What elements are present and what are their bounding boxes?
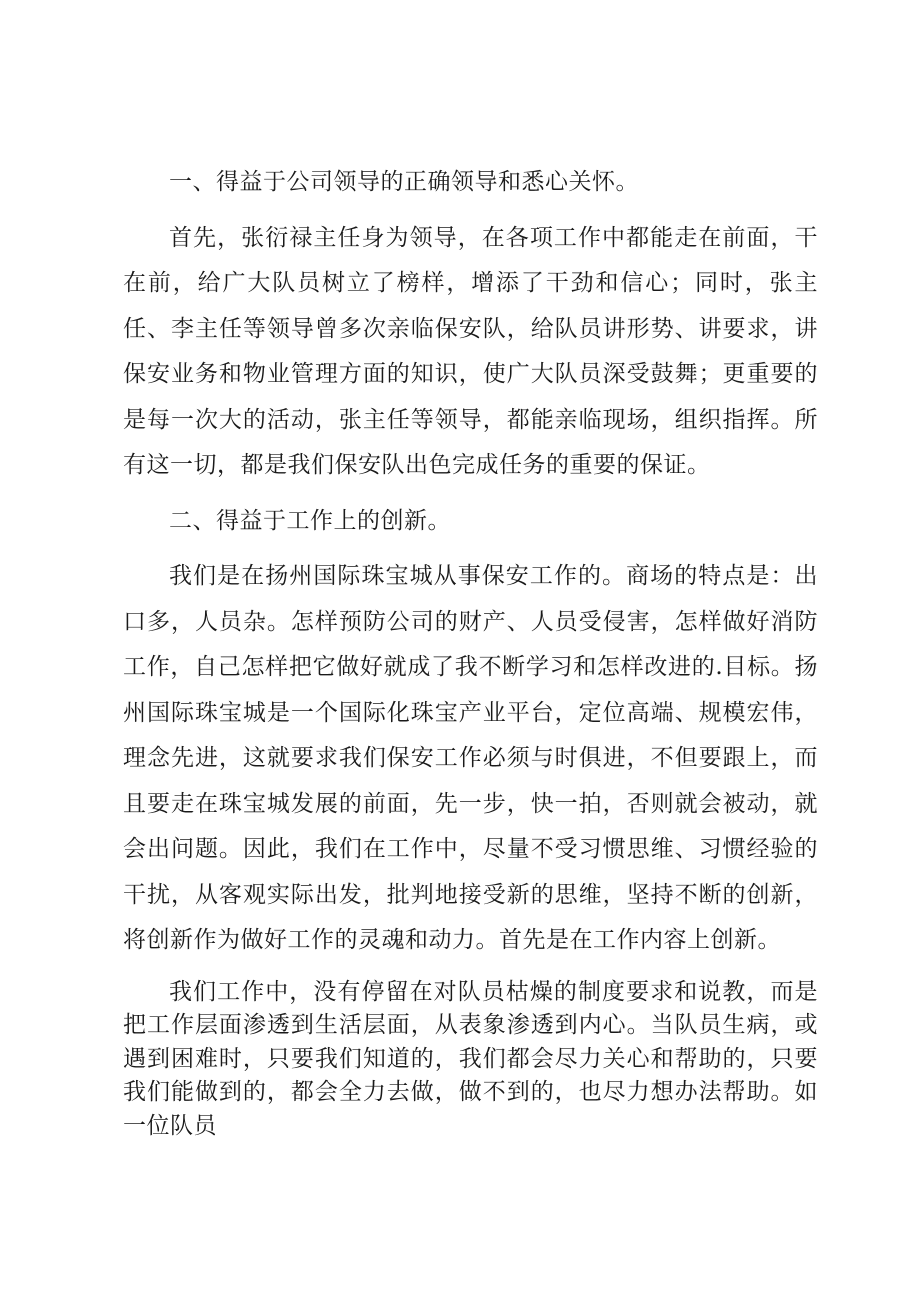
paragraph-innovation: 我们是在扬州国际珠宝城从事保安工作的。商场的特点是：出口多，人员杂。怎样预防公司的财产、人员受侵害，怎样做好消防工作，自己怎样把它做好就成了我不断学习和怎样改进的.目标。扬州国际珠宝城是一个国际化珠宝产业平台，定位高端、规模宏伟，理念先进，这就要求我们保安工作必须与时俱进，不但要跟上，而且要走在珠宝城发展的前面，先一步，快一拍，否则就会被动，就会出问题。因此，我们在工作中，尽量不受习惯思维、习惯经验的干扰，从客观实际出发，批判地接受新的思维，坚持不断的创新，将创新作为做好工作的灵魂和动力。首先是在工作内容上创新。 (123, 563, 818, 953)
section-heading-2: 二、得益于工作上的创新。 (169, 507, 451, 534)
document-body (123, 160, 818, 1143)
paragraph-leadership: 首先，张衍禄主任身为领导，在各项工作中都能走在前面，干在前，给广大队员树立了榜样，增添了干劲和信心；同时，张主任、李主任等领导曾多次亲临保安队，给队员讲形势、讲要求，讲保安业务和物业管理方面的知识，使广大队员深受鼓舞；更重要的是每一次大的活动，张主任等领导，都能亲临现场，组织指挥。所有这一切，都是我们保安队出色完成任务的重要的保证。 (123, 224, 818, 478)
section-heading-1: 一、得益于公司领导的正确领导和悉心关怀。 (169, 169, 639, 195)
paragraph-care: 我们工作中，没有停留在对队员枯燥的制度要求和说教，而是把工作层面渗透到生活层面，从表象渗透到内心。当队员生病，或遇到困难时，只要我们知道的，我们都会尽力关心和帮助的，只要我们能做到的，都会全力去做，做不到的，也尽力想办法帮助。如一位队员 (123, 978, 818, 1139)
